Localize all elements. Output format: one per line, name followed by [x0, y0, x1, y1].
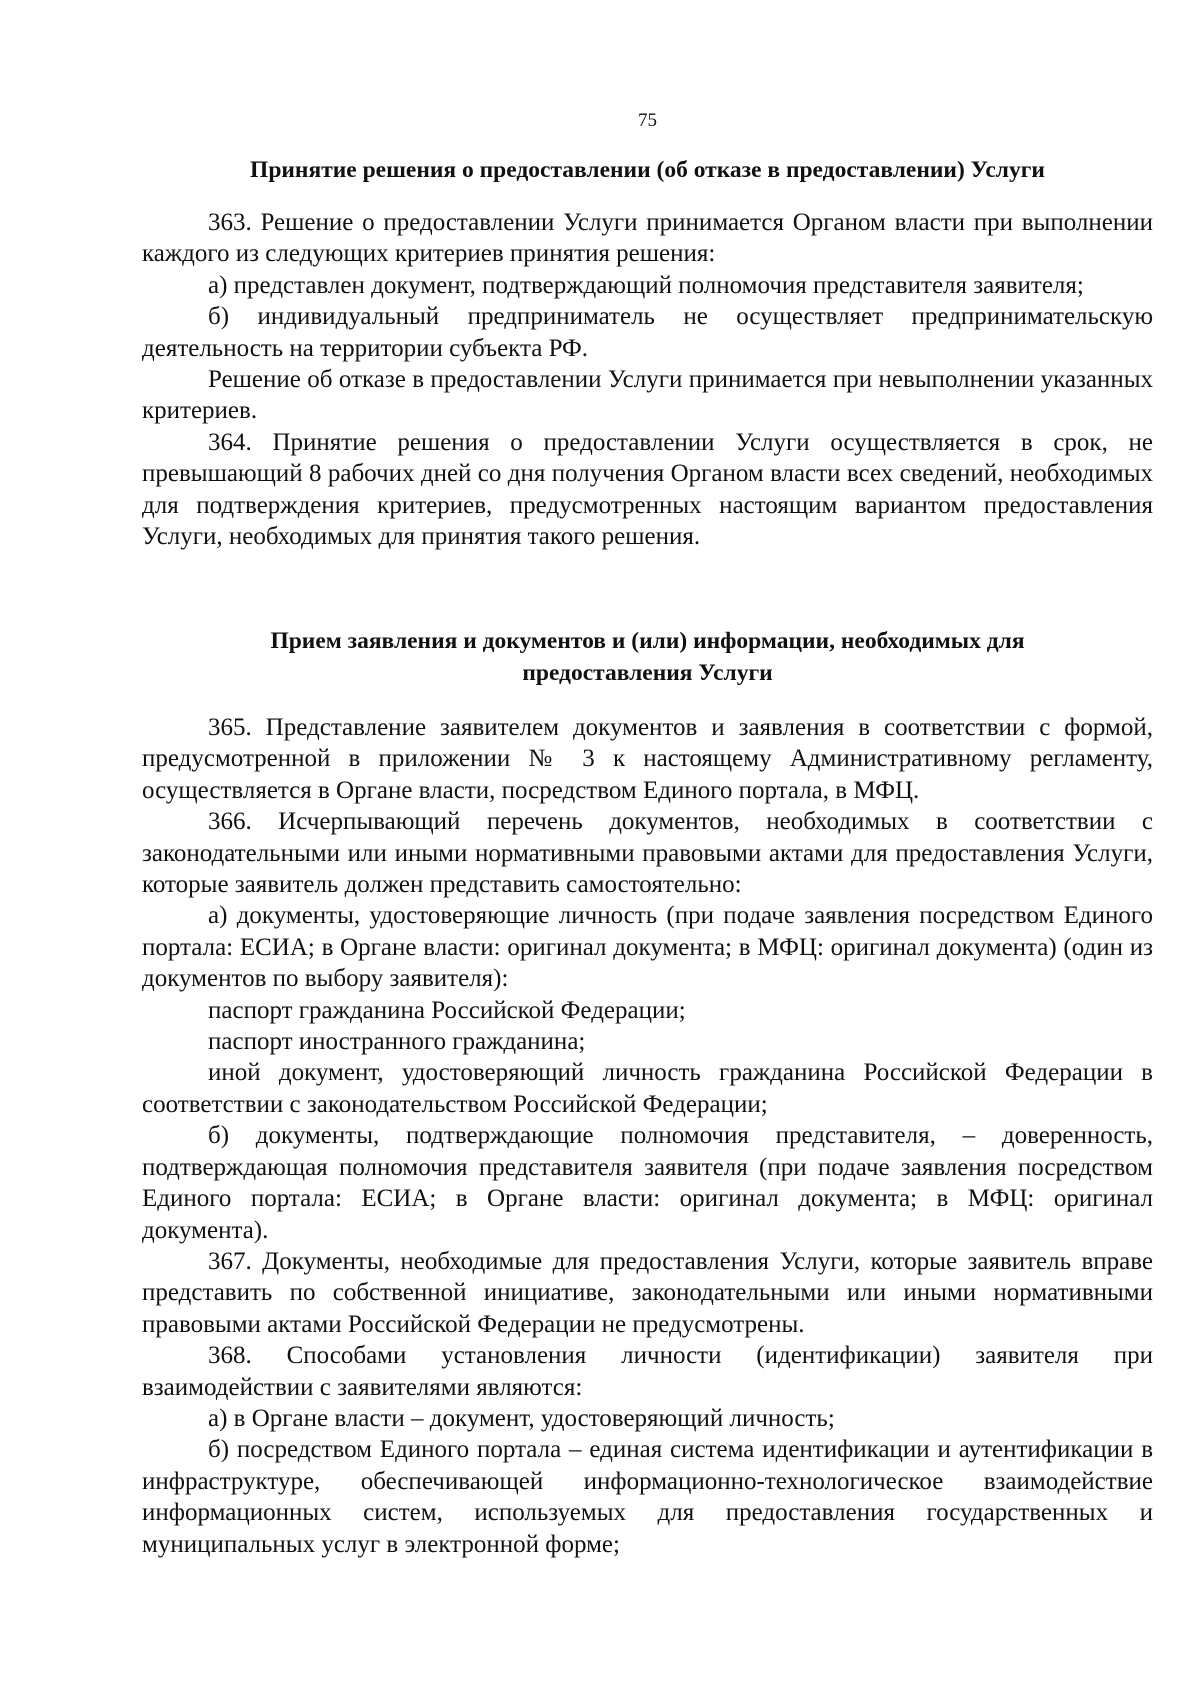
paragraph-365: 365. Представление заявителем документов и заявления в соответствии с формой, предусмотренной в приложении № 3 к настоящему Административному регламенту, осуществляется в Органе власти, посредством Единого портала, в МФЦ. — [142, 714, 1153, 804]
list-item-other-id: иной документ, удостоверяющий личность гражданина Российской Федерации в соответствии с законодательством Российской Федерации; — [142, 1059, 1153, 1118]
list-item-passport-rf: паспорт гражданина Российской Федерации; — [208, 996, 686, 1024]
paragraph-368-b: б) посредством Единого портала – единая система идентификации и аутентификации в инфраструктуре, обеспечивающей информационно-технологическое взаимодействие информационных систем, используемых для предоставления государственных и муниципальных услуг в электронной форме; — [142, 1436, 1153, 1558]
paragraph-366-b: б) документы, подтверждающие полномочия представителя, – доверенность, подтверждающая полномочия представителя заявителя (при подаче заявления посредством Единого портала: ЕСИА; в Органе власти: оригинал документа; в МФЦ: оригинал документа). — [142, 1122, 1153, 1244]
paragraph-368: 368. Способами установления личности (идентификации) заявителя при взаимодействии с заявителями являются: — [142, 1342, 1153, 1401]
section-heading-application-line-1: Прием заявления и документов и (или) информации, необходимых для — [270, 628, 1025, 654]
paragraph-367: 367. Документы, необходимые для предоставления Услуги, которые заявитель вправе представить по собственной инициативе, законодательными или иными нормативными правовыми актами Российской Федерации не предусмотрены. — [142, 1247, 1153, 1338]
paragraph-363-b: б) индивидуальный предприниматель не осуществляет предпринимательскую деятельность на территории субъекта РФ. — [142, 303, 1153, 362]
section-heading-application — [142, 625, 1153, 689]
paragraph-368-a: а) в Органе власти – документ, удостоверяющий личность; — [208, 1404, 835, 1432]
section-body-application — [142, 712, 1153, 1560]
paragraph-364: 364. Принятие решения о предоставлении Услуги осуществляется в срок, не превышающий 8 рабочих дней со дня получения Органом власти всех сведений, необходимых для подтверждения критериев, предусмотренных настоящим вариантом предоставления Услуги, необходимых для принятия такого решения. — [142, 428, 1153, 551]
section-heading-decision: Принятие решения о предоставлении (об отказе в предоставлении) Услуги — [250, 157, 1045, 183]
page-number: 75 — [638, 110, 657, 131]
section-heading-application-line-2: предоставления Услуги — [522, 660, 773, 686]
paragraph-366: 366. Исчерпывающий перечень документов, необходимых в соответствии с законодательными или иными нормативными правовыми актами для предоставления Услуги, которые заявитель должен представить самостоятельно: — [142, 808, 1153, 899]
paragraph-363-refusal: Решение об отказе в предоставлении Услуги принимается при невыполнении указанных критериев. — [142, 366, 1153, 425]
section-body-decision — [142, 207, 1153, 552]
list-item-passport-foreign: паспорт иностранного гражданина; — [208, 1028, 586, 1056]
paragraph-363-a: а) представлен документ, подтверждающий полномочия представителя заявителя; — [208, 271, 1084, 299]
paragraph-366-a: а) документы, удостоверяющие личность (при подаче заявления посредством Единого портала: ЕСИА; в Органе власти: оригинал документа; в МФЦ: оригинал документа) (один из документов по выбору заявителя): — [142, 902, 1153, 993]
paragraph-363: 363. Решение о предоставлении Услуги принимается Органом власти при выполнении каждого из следующих критериев принятия решения: — [142, 209, 1153, 268]
